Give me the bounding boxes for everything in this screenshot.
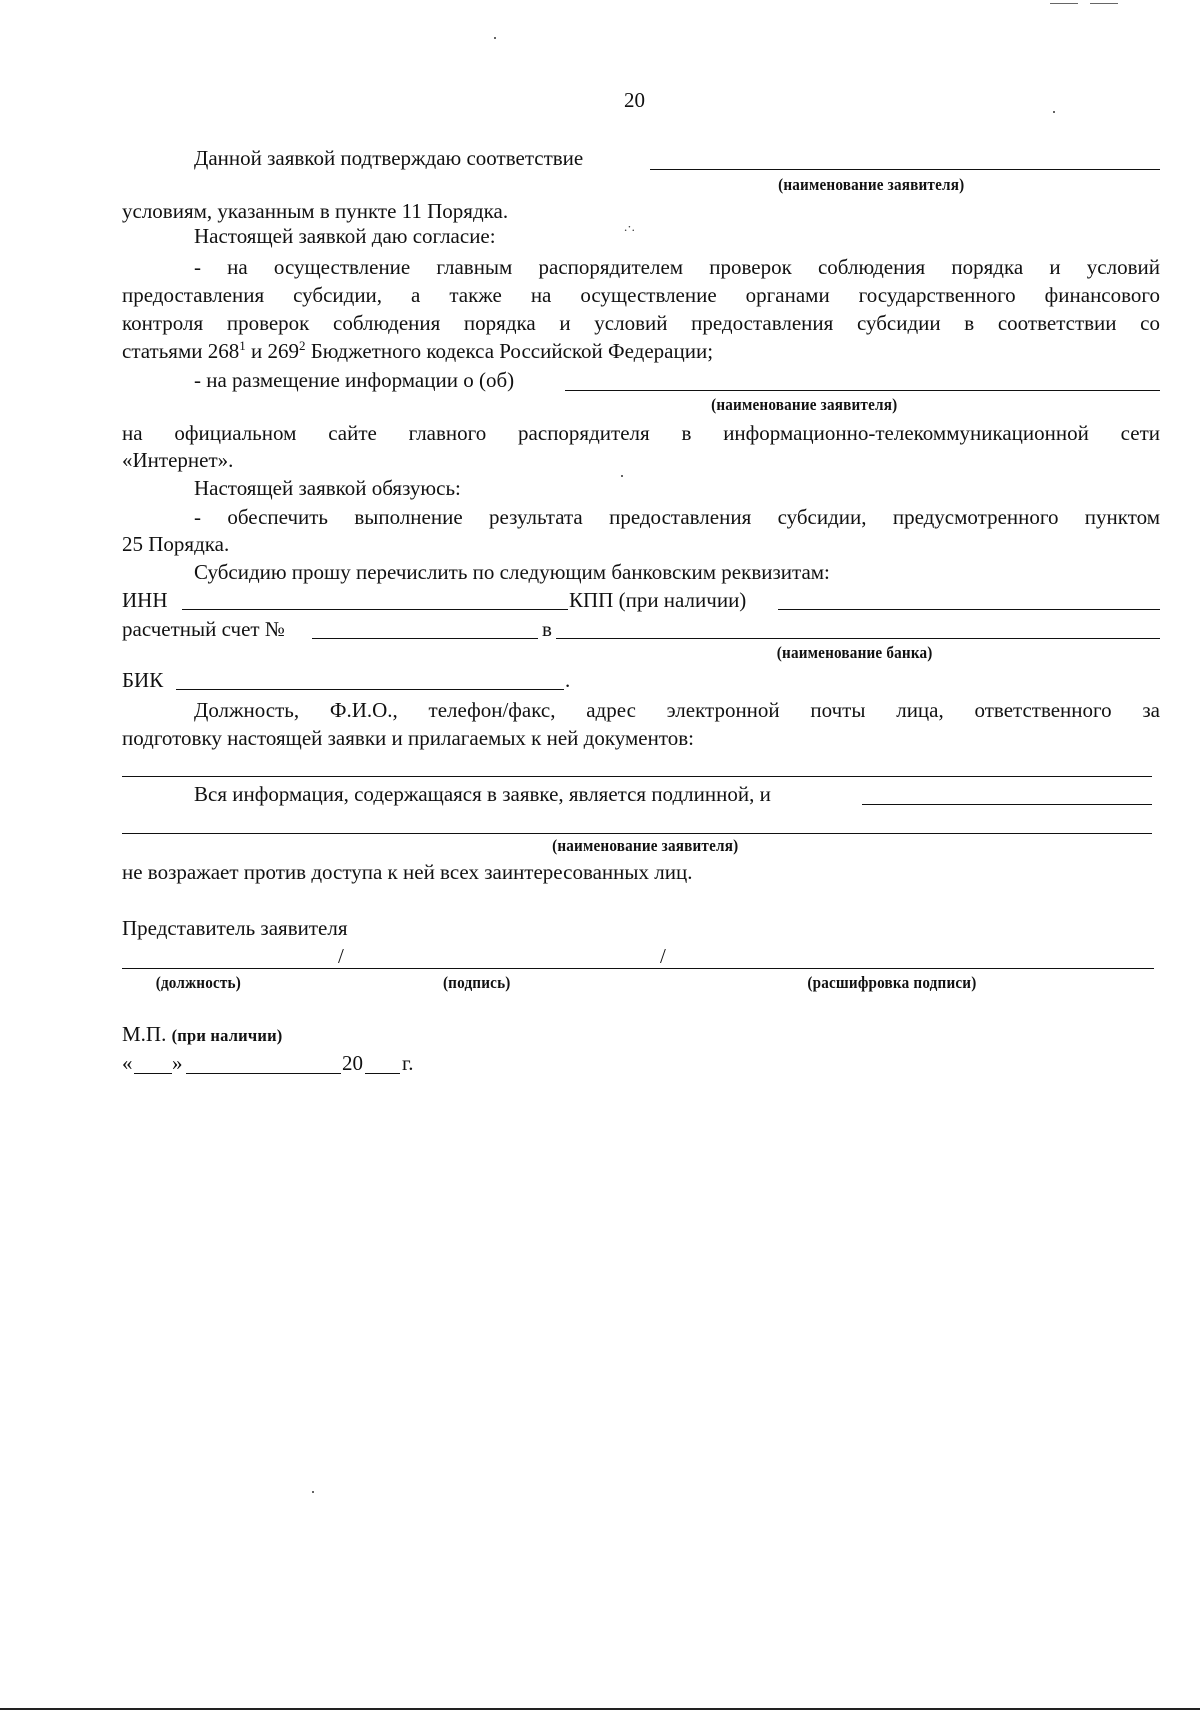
bank-intro: Субсидию прошу перечислить по следующим банковским реквизитам:: [194, 560, 830, 584]
page-number: 20: [624, 88, 645, 112]
obligation-item-line2: 25 Порядка.: [122, 532, 230, 556]
applicant-name-line-3a[interactable]: [862, 804, 1152, 805]
account-label: расчетный счет №: [122, 617, 285, 641]
account-field[interactable]: [312, 638, 538, 639]
date-open-quote: «: [122, 1051, 133, 1075]
in-label: в: [542, 617, 552, 641]
responsible-line2: подготовку настоящей заявки и прилагаемых к ней документов:: [122, 726, 694, 750]
scan-mark: [1050, 3, 1078, 4]
inn-field[interactable]: [182, 609, 568, 610]
date-year-prefix: 20: [342, 1051, 363, 1075]
consent-item2: - на размещение информации о (об): [194, 368, 515, 392]
caption-signature: (подпись): [442, 973, 511, 992]
caption-position: (должность): [155, 973, 241, 992]
date-close-quote: »: [172, 1051, 183, 1075]
consent-intro: Настоящей заявкой даю согласие:: [194, 224, 496, 248]
scan-mark: [1090, 3, 1118, 4]
kpp-field[interactable]: [778, 609, 1160, 610]
caption-applicant-name-3: (наименование заявителя): [552, 836, 739, 855]
consent-item1-line3: контроля проверок соблюдения порядка и условий предоставления субсидии в соответствии со: [122, 311, 1160, 335]
responsible-field[interactable]: [122, 776, 1152, 777]
obligation-intro: Настоящей заявкой обязуюсь:: [194, 476, 461, 500]
date-year-suffix: г.: [402, 1051, 414, 1075]
authenticity-line1: Вся информация, содержащаяся в заявке, является подлинной, и: [194, 782, 771, 806]
authenticity-line3: не возражает против доступа к ней всех заинтересованных лиц.: [122, 860, 693, 884]
applicant-name-line-3b[interactable]: [122, 833, 1152, 834]
stamp-label: М.П. (при наличии): [122, 1022, 283, 1046]
consent-item1-line2: предоставления субсидии, а также на осуществление органами государственного финансового: [122, 283, 1160, 307]
scan-bottom-edge: [0, 1708, 1200, 1710]
caption-bank-name: (наименование банка): [776, 643, 933, 662]
consent-item2-line3: «Интернет».: [122, 448, 234, 472]
consent-item1-line4: статьями $268^1$ и $269^2$ Бюджетного кодекса Российской Федерации;: [122, 338, 714, 363]
bank-name-field[interactable]: [556, 638, 1160, 639]
signature-title: Представитель заявителя: [122, 916, 348, 940]
caption-signature-decode: (расшифровка подписи): [807, 973, 977, 992]
signature-slash-2: /: [660, 944, 666, 968]
bik-label: БИК: [122, 668, 164, 692]
consent-item1-line1: - на осуществление главным распорядителем проверок соблюдения порядка и условий: [194, 255, 1160, 279]
scan-dot: [312, 1491, 314, 1493]
scan-dot: [1053, 111, 1055, 113]
date-month-field[interactable]: [186, 1073, 341, 1074]
kpp-label: КПП (при наличии): [569, 588, 747, 612]
bik-end: .: [565, 668, 571, 692]
date-day-field[interactable]: [134, 1073, 172, 1074]
responsible-line1: Должность, Ф.И.О., телефон/факс, адрес электронной почты лица, ответственного за: [194, 698, 1160, 722]
caption-applicant-name-2: (наименование заявителя): [711, 395, 898, 414]
signature-slash-1: /: [338, 944, 344, 968]
scan-speck: .·.: [624, 219, 635, 234]
para1-text: Данной заявкой подтверждаю соответствие: [194, 146, 584, 170]
scan-dot: [494, 37, 496, 39]
inn-label: ИНН: [122, 588, 168, 612]
consent-item2-line2: на официальном сайте главного распорядителя в информационно-телекоммуникационной сети: [122, 421, 1160, 445]
applicant-name-line-1[interactable]: [650, 169, 1160, 170]
bik-field[interactable]: [176, 689, 564, 690]
caption-applicant-name-1: (наименование заявителя): [778, 175, 965, 194]
scan-dot: [621, 475, 623, 477]
signature-field[interactable]: [122, 968, 1154, 969]
para1-continuation: условиям, указанным в пункте 11 Порядка.: [122, 199, 509, 223]
obligation-item-line1: - обеспечить выполнение результата предоставления субсидии, предусмотренного пунктом: [194, 505, 1160, 529]
applicant-name-line-2[interactable]: [565, 390, 1160, 391]
date-year-field[interactable]: [365, 1073, 400, 1074]
